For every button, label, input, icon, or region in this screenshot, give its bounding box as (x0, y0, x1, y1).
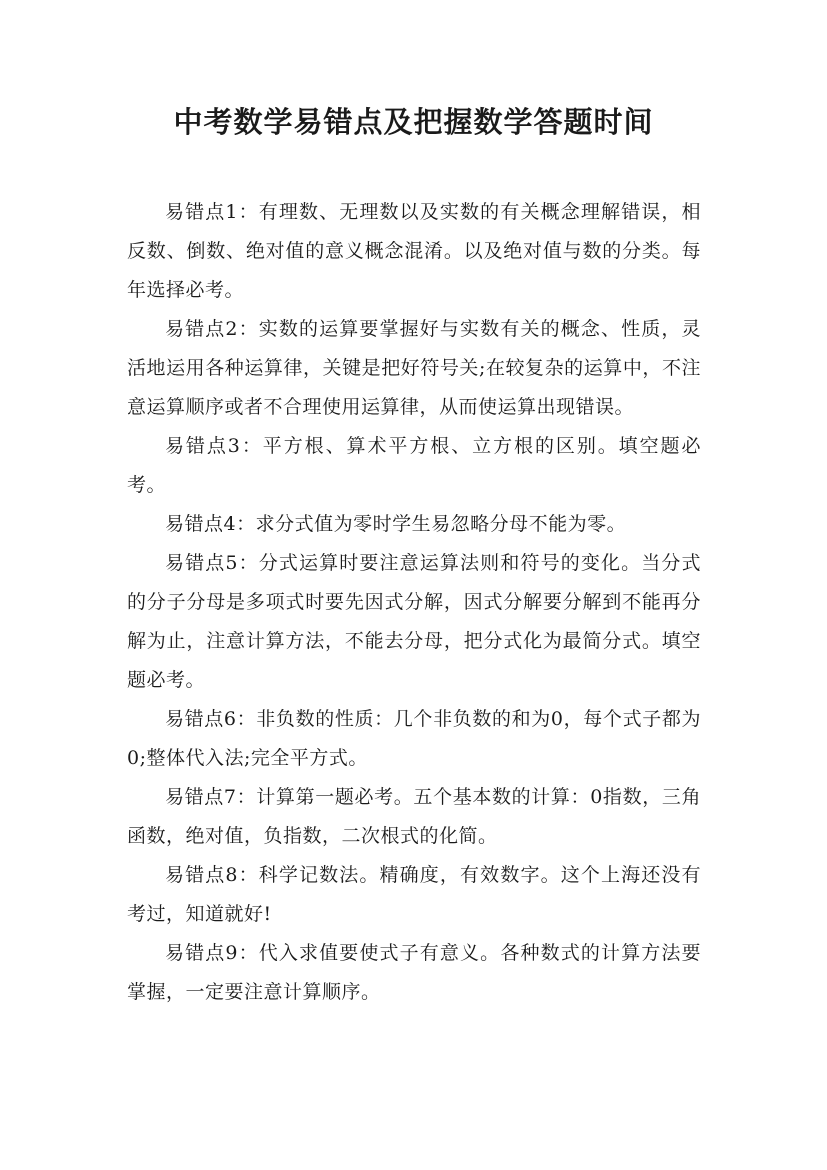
paragraph-error-point-8: 易错点8：科学记数法。精确度，有效数字。这个上海还没有考过，知道就好! (127, 864, 701, 925)
paragraph-error-point-5: 易错点5：分式运算时要注意运算法则和符号的变化。当分式的分子分母是多项式时要先因式分解，因式分解要分解到不能再分解为止，注意计算方法，不能去分母，把分式化为最简分式。填空题必考。 (127, 552, 701, 691)
document-body (127, 193, 701, 1012)
paragraph-error-point-2: 易错点2：实数的运算要掌握好与实数有关的概念、性质，灵活地运用各种运算律，关键是把好符号关;在较复杂的运算中，不注意运算顺序或者不合理使用运算律，从而使运算出现错误。 (127, 318, 701, 418)
paragraph-error-point-1: 易错点1：有理数、无理数以及实数的有关概念理解错误，相反数、倒数、绝对值的意义概念混淆。以及绝对值与数的分类。每年选择必考。 (127, 201, 701, 301)
paragraph-error-point-7: 易错点7：计算第一题必考。五个基本数的计算：0指数，三角函数，绝对值，负指数，二次根式的化简。 (127, 786, 701, 847)
paragraph-error-point-9: 易错点9：代入求值要使式子有意义。各种数式的计算方法要掌握，一定要注意计算顺序。 (127, 942, 701, 1003)
paragraph-error-point-4: 易错点4：求分式值为零时学生易忽略分母不能为零。 (165, 513, 627, 535)
document-title: 中考数学易错点及把握数学答题时间 (173, 105, 654, 139)
paragraph-error-point-6: 易错点6：非负数的性质：几个非负数的和为0，每个式子都为0;整体代入法;完全平方式。 (127, 708, 701, 769)
paragraph-error-point-3: 易错点3：平方根、算术平方根、立方根的区别。填空题必考。 (127, 435, 701, 496)
